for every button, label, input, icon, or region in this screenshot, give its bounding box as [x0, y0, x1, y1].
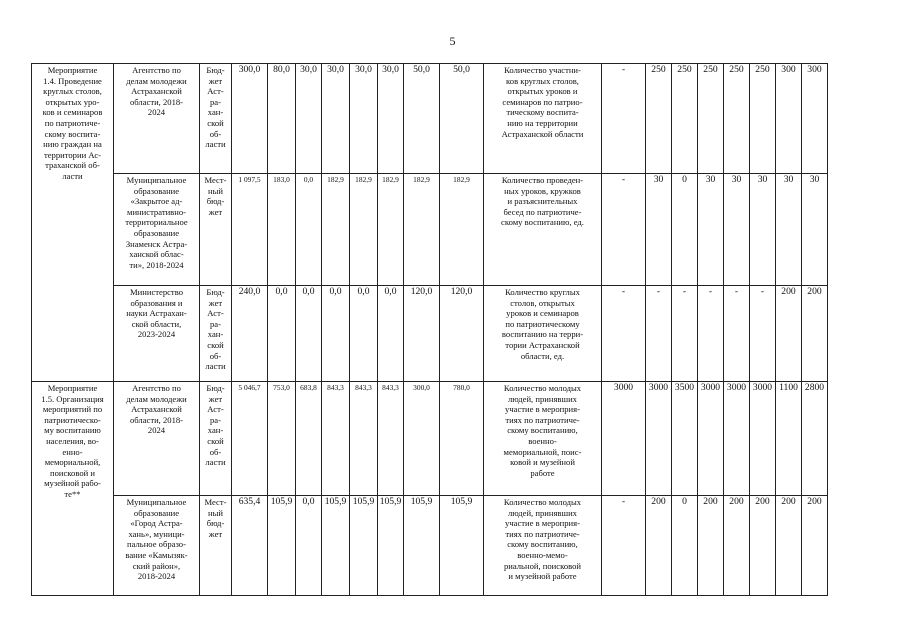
target-value-cell: - — [602, 64, 646, 174]
target-value-cell: 30 — [698, 174, 724, 286]
executor-cell: Агентство по делам молодежи Астраханской области, 2018- 2024 — [114, 64, 200, 174]
amount-cell: 843,3 — [378, 382, 404, 496]
amount-cell: 105,9 — [268, 496, 296, 596]
amount-cell: 843,3 — [350, 382, 378, 496]
target-value-cell: 200 — [646, 496, 672, 596]
amount-cell: 50,0 — [440, 64, 484, 174]
target-value-cell: 2800 — [802, 382, 828, 496]
amount-cell: 683,8 — [296, 382, 322, 496]
target-value-cell: 3000 — [646, 382, 672, 496]
target-value-cell: 250 — [750, 64, 776, 174]
amount-cell: 0,0 — [350, 286, 378, 382]
amount-cell: 635,4 — [232, 496, 268, 596]
amount-cell: 843,3 — [322, 382, 350, 496]
indicator-cell: Количество проведен- ных уроков, кружков и разъяснительных бесед по патриотиче- скому воспитанию, ед. — [484, 174, 602, 286]
amount-cell: 182,9 — [440, 174, 484, 286]
amount-cell: 183,0 — [268, 174, 296, 286]
amount-cell: 0,0 — [296, 496, 322, 596]
amount-cell: 0,0 — [378, 286, 404, 382]
target-value-cell: 250 — [672, 64, 698, 174]
target-value-cell: 0 — [672, 496, 698, 596]
target-value-cell: 3000 — [724, 382, 750, 496]
target-value-cell: 200 — [724, 496, 750, 596]
amount-cell: 780,0 — [440, 382, 484, 496]
target-value-cell: 250 — [646, 64, 672, 174]
target-value-cell: - — [750, 286, 776, 382]
target-value-cell: - — [698, 286, 724, 382]
activity-title: Мероприятие 1.4. Проведение круглых столов, открытых уро- ков и семинаров по патриотиче- скому воспита- нию граждан на территории Ас- траханской об- ласти — [32, 64, 114, 382]
amount-cell: 0,0 — [322, 286, 350, 382]
amount-cell: 0,0 — [296, 174, 322, 286]
amount-cell: 182,9 — [322, 174, 350, 286]
target-value-cell: - — [602, 496, 646, 596]
target-value-cell: 30 — [750, 174, 776, 286]
target-value-cell: - — [724, 286, 750, 382]
amount-cell: 105,9 — [440, 496, 484, 596]
amount-cell: 105,9 — [404, 496, 440, 596]
target-value-cell: 200 — [802, 286, 828, 382]
target-value-cell: 3000 — [750, 382, 776, 496]
amount-cell: 5 046,7 — [232, 382, 268, 496]
amount-cell: 105,9 — [322, 496, 350, 596]
amount-cell: 753,0 — [268, 382, 296, 496]
table-row — [32, 496, 828, 596]
target-value-cell: - — [646, 286, 672, 382]
amount-cell: 0,0 — [268, 286, 296, 382]
funding-source-cell: Бюд- жет Аст- ра- хан- ской об- ласти — [200, 286, 232, 382]
amount-cell: 30,0 — [350, 64, 378, 174]
indicator-cell: Количество круглых столов, открытых уроков и семинаров по патриотическому воспитанию на терри- тории Астраханской области, ед. — [484, 286, 602, 382]
target-value-cell: 250 — [698, 64, 724, 174]
amount-cell: 105,9 — [378, 496, 404, 596]
amount-cell: 182,9 — [350, 174, 378, 286]
amount-cell: 240,0 — [232, 286, 268, 382]
target-value-cell: 200 — [776, 286, 802, 382]
executor-cell: Министерство образования и науки Астрахан- ской области, 2023-2024 — [114, 286, 200, 382]
amount-cell: 30,0 — [296, 64, 322, 174]
target-value-cell: 300 — [776, 64, 802, 174]
indicator-cell: Количество участни- ков круглых столов, открытых уроков и семинаров по патрио- тическому воспита- нию на территории Астраханской области — [484, 64, 602, 174]
activity-title: Мероприятие 1.5. Организация мероприятий по патриотическо- му воспитанию населения, во- енно- мемориальной, поисковой и музейной рабо- те** — [32, 382, 114, 596]
target-value-cell: 30 — [802, 174, 828, 286]
table-row — [32, 174, 828, 286]
amount-cell: 30,0 — [378, 64, 404, 174]
target-value-cell: 3000 — [698, 382, 724, 496]
amount-cell: 30,0 — [322, 64, 350, 174]
page-number: 5 — [449, 34, 456, 48]
funding-source-cell: Мест- ный бюд- жет — [200, 496, 232, 596]
target-value-cell: 1100 — [776, 382, 802, 496]
target-value-cell: 200 — [802, 496, 828, 596]
target-value-cell: 0 — [672, 174, 698, 286]
target-value-cell: 250 — [724, 64, 750, 174]
amount-cell: 120,0 — [440, 286, 484, 382]
target-value-cell: 200 — [698, 496, 724, 596]
target-value-cell: 300 — [802, 64, 828, 174]
executor-cell: Агентство по делам молодежи Астраханской области, 2018- 2024 — [114, 382, 200, 496]
funding-source-cell: Бюд- жет Аст- ра- хан- ской об- ласти — [200, 64, 232, 174]
target-value-cell: 3500 — [672, 382, 698, 496]
target-value-cell: - — [602, 174, 646, 286]
amount-cell: 1 097,5 — [232, 174, 268, 286]
amount-cell: 182,9 — [378, 174, 404, 286]
target-value-cell: 3000 — [602, 382, 646, 496]
funding-source-cell: Мест- ный бюд- жет — [200, 174, 232, 286]
target-value-cell: 200 — [776, 496, 802, 596]
table-row — [32, 64, 828, 174]
indicator-cell: Количество молодых людей, принявших участие в мероприя- тиях по патриотиче- скому воспитанию, военно-мемо- риальной, поисковой и музейной работе — [484, 496, 602, 596]
amount-cell: 120,0 — [404, 286, 440, 382]
program-table — [31, 63, 828, 596]
executor-cell: Муниципальное образование «Закрытое ад- министративно- территориальное образование Знаменск Астра- ханской облас- ти», 2018-2024 — [114, 174, 200, 286]
indicator-cell: Количество молодых людей, принявших участие в мероприя- тиях по патриотиче- скому воспитанию, военно- мемориальной, поис- ковой и музейной работе — [484, 382, 602, 496]
amount-cell: 300,0 — [232, 64, 268, 174]
target-value-cell: - — [672, 286, 698, 382]
table-row — [32, 286, 828, 382]
funding-source-cell: Бюд- жет Аст- ра- хан- ской об- ласти — [200, 382, 232, 496]
amount-cell: 80,0 — [268, 64, 296, 174]
amount-cell: 300,0 — [404, 382, 440, 496]
amount-cell: 50,0 — [404, 64, 440, 174]
table-row — [32, 382, 828, 496]
target-value-cell: - — [602, 286, 646, 382]
amount-cell: 0,0 — [296, 286, 322, 382]
target-value-cell: 30 — [776, 174, 802, 286]
target-value-cell: 30 — [724, 174, 750, 286]
amount-cell: 105,9 — [350, 496, 378, 596]
amount-cell: 182,9 — [404, 174, 440, 286]
target-value-cell: 200 — [750, 496, 776, 596]
target-value-cell: 30 — [646, 174, 672, 286]
executor-cell: Муниципальное образование «Город Астра- хань», муници- пальное образо- вание «Камызяк- ский район», 2018-2024 — [114, 496, 200, 596]
